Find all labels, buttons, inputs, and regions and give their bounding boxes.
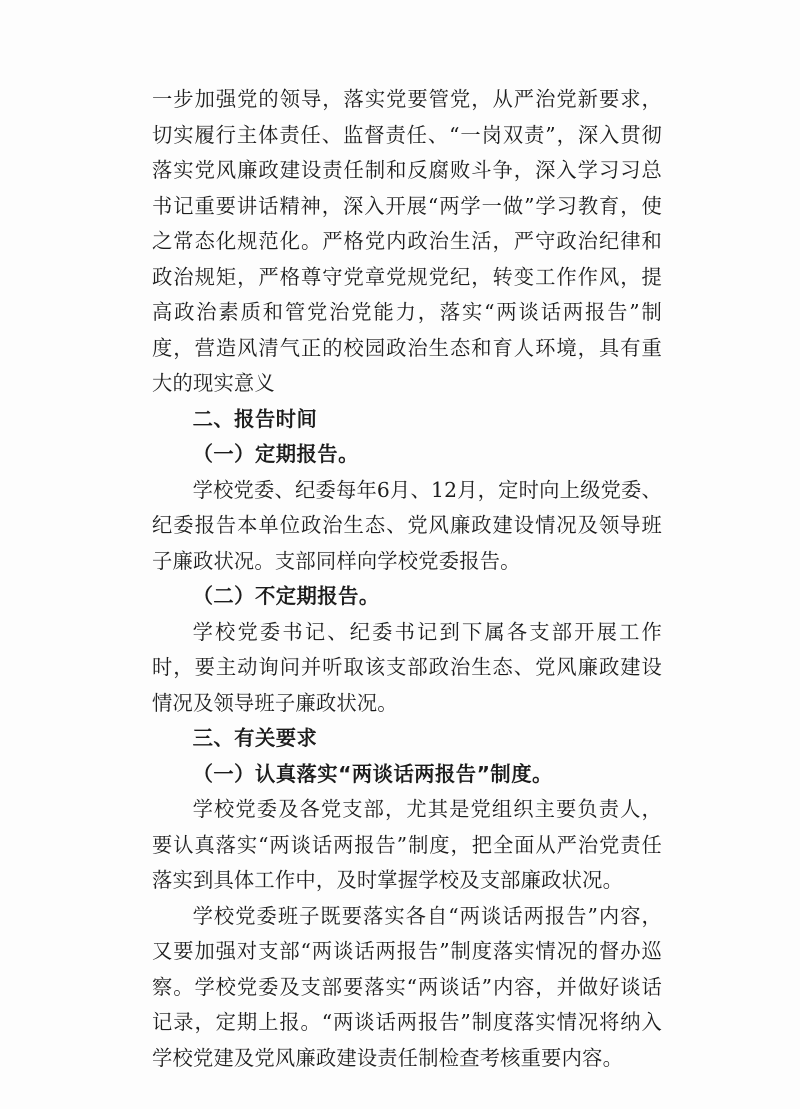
subsection-heading-implement-system: （一）认真落实“两谈话两报告”制度。 bbox=[192, 761, 553, 786]
paragraph-continuation: 一步加强党的领导，落实党要管党，从严治党新要求，切实履行主体责任、监督责任、“一岗双责”，深入贯彻落实党风廉政建设责任制和反腐败斗争，深入学习习总书记重要讲话精神，深入开展“两学一做”学习教育，使之常态化规范化。严格党内政治生活，严守政治纪律和政治规矩，严格尊守党章党规党纪，转变工作作风，提高政治素质和管党治党能力，落实“两谈话两报告”制度，营造风清气正的校园政治生态和育人环境，具有重大的现实意义 bbox=[152, 87, 662, 395]
paragraph-implement-system: 学校党委及各党支部，尤其是党组织主要负责人，要认真落实“两谈话两报告”制度，把全面从严治党责任落实到具体工作中，及时掌握学校及支部廉政状况。 bbox=[152, 797, 662, 892]
subsection-heading-irregular-report: （二）不定期报告。 bbox=[192, 584, 380, 608]
document-body bbox=[152, 82, 662, 1076]
section-heading-report-time: 二、报告时间 bbox=[192, 406, 318, 431]
subsection-heading-regular-report: （一）定期报告。 bbox=[192, 442, 359, 466]
paragraph-supervision: 学校党委班子既要落实各自“两谈话两报告”内容，又要加强对支部“两谈话两报告”制度落实情况的督办巡察。学校党委及支部要落实“两谈话”内容，并做好谈话记录，定期上报。“两谈话两报告”制度落实情况将纳入学校党建及党风廉政建设责任制检查考核重要内容。 bbox=[152, 903, 662, 1070]
paragraph-irregular-report: 学校党委书记、纪委书记到下属各支部开展工作时，要主动询问并听取该支部政治生态、党风廉政建设情况及领导班子廉政状况。 bbox=[152, 619, 662, 715]
section-heading-requirements: 三、有关要求 bbox=[192, 726, 318, 750]
paragraph-regular-report: 学校党委、纪委每年6月、12月，定时向上级党委、纪委报告本单位政治生态、党风廉政建设情况及领导班子廉政状况。支部同样向学校党委报告。 bbox=[152, 477, 663, 573]
